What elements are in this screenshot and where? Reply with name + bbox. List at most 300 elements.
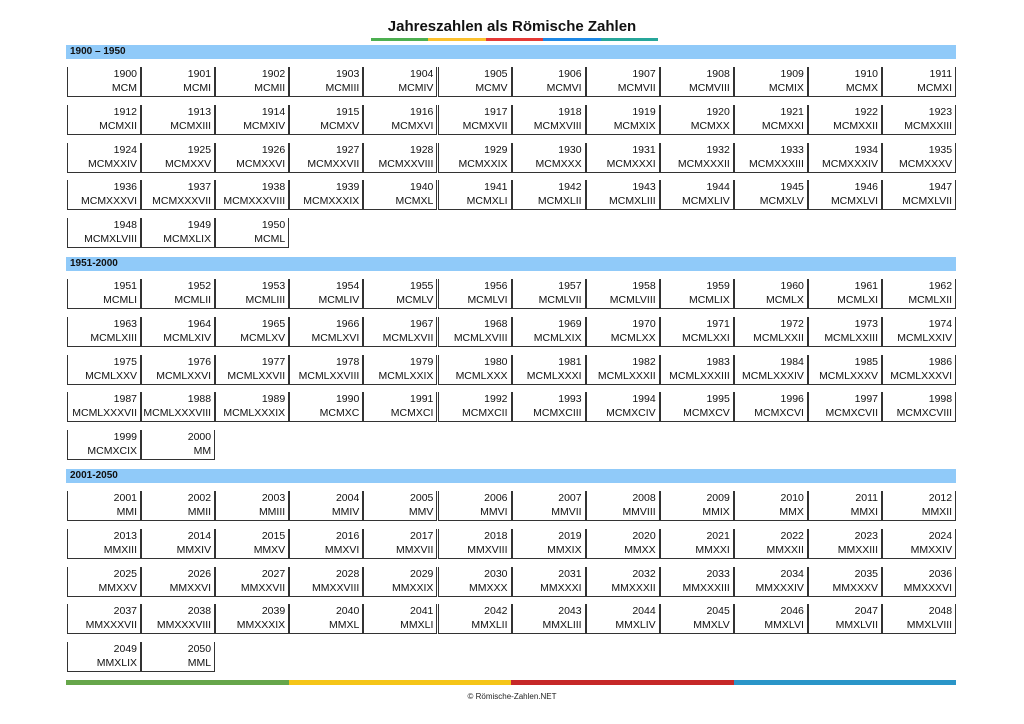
year-number: 1977 bbox=[261, 355, 286, 368]
roman-numeral: MCMXXVII bbox=[307, 157, 360, 170]
roman-numeral: MMXVIII bbox=[467, 543, 508, 556]
year-number: 1988 bbox=[187, 393, 212, 406]
roman-numeral: MCMXII bbox=[99, 119, 137, 132]
year-number: 1996 bbox=[780, 393, 804, 406]
year-number: 1942 bbox=[558, 181, 582, 194]
year-number: 2022 bbox=[780, 529, 804, 542]
year-number: 1903 bbox=[335, 68, 360, 80]
year-cell bbox=[512, 317, 586, 347]
year-number: 2009 bbox=[706, 492, 730, 504]
year-cell bbox=[808, 317, 882, 347]
year-cell bbox=[586, 279, 660, 309]
year-number: 2018 bbox=[484, 529, 508, 542]
year-number: 1994 bbox=[632, 393, 656, 406]
year-number: 1920 bbox=[706, 105, 730, 118]
roman-numeral: MCMIII bbox=[325, 82, 360, 94]
roman-numeral: MCMXIII bbox=[170, 119, 212, 132]
roman-numeral: MMIII bbox=[258, 506, 286, 518]
roman-numeral: MCMI bbox=[183, 82, 212, 94]
title-underline-segment bbox=[428, 38, 485, 41]
year-cell bbox=[512, 491, 586, 521]
roman-numeral: MMXLVII bbox=[835, 619, 878, 632]
roman-numeral: MCMXCIII bbox=[533, 407, 582, 420]
year-number: 1976 bbox=[187, 355, 212, 368]
year-number: 1922 bbox=[854, 105, 878, 118]
year-number: 1910 bbox=[854, 68, 878, 80]
year-cell bbox=[438, 529, 512, 559]
year-cell bbox=[882, 529, 956, 559]
roman-numeral: MCMLXV bbox=[240, 331, 286, 344]
roman-numeral: MMII bbox=[187, 506, 212, 518]
year-number: 1953 bbox=[261, 280, 286, 292]
year-number: 1984 bbox=[780, 355, 804, 368]
year-number: 2003 bbox=[261, 492, 286, 504]
year-number: 2010 bbox=[780, 492, 804, 504]
year-cell bbox=[660, 567, 734, 597]
year-cell bbox=[734, 355, 808, 385]
year-number: 2034 bbox=[780, 567, 804, 580]
roman-numeral: MCMLXXXV bbox=[819, 369, 878, 382]
year-number: 2047 bbox=[854, 605, 878, 618]
year-number: 2019 bbox=[558, 529, 582, 542]
year-number: 2039 bbox=[261, 605, 286, 618]
roman-numeral: MMIV bbox=[331, 506, 360, 518]
roman-numeral: MCMLIII bbox=[245, 294, 286, 306]
roman-numeral: MCMIX bbox=[768, 82, 804, 94]
year-cell bbox=[141, 279, 215, 309]
year-number: 1954 bbox=[335, 280, 360, 292]
roman-numeral: MCMLXXVIII bbox=[298, 369, 360, 382]
section-header: 1900 – 1950 bbox=[66, 45, 956, 59]
year-number: 1940 bbox=[410, 181, 434, 194]
year-cell bbox=[215, 491, 289, 521]
year-number: 2040 bbox=[335, 605, 360, 618]
year-number: 1915 bbox=[335, 105, 360, 118]
roman-numeral: MMXXX bbox=[468, 581, 508, 594]
year-cell bbox=[882, 67, 956, 97]
year-number: 2011 bbox=[855, 492, 878, 504]
year-number: 2041 bbox=[410, 605, 434, 618]
year-number: 2033 bbox=[706, 567, 730, 580]
year-number: 2023 bbox=[854, 529, 878, 542]
year-number: 1945 bbox=[780, 181, 804, 194]
roman-numeral: MCMXVIII bbox=[533, 119, 582, 132]
year-number: 1914 bbox=[261, 105, 286, 118]
year-cell bbox=[141, 430, 215, 460]
year-cell bbox=[808, 67, 882, 97]
roman-numeral: MMXXXVII bbox=[85, 619, 137, 632]
roman-numeral: MMXXI bbox=[695, 543, 730, 556]
year-number: 2024 bbox=[928, 529, 953, 542]
year-number: 1971 bbox=[706, 317, 730, 330]
year-number: 2015 bbox=[261, 529, 286, 542]
year-cell bbox=[438, 67, 512, 97]
bottom-bar-segment bbox=[66, 680, 289, 685]
year-cell bbox=[67, 392, 141, 422]
year-cell bbox=[660, 317, 734, 347]
year-cell bbox=[512, 604, 586, 634]
year-cell bbox=[67, 279, 141, 309]
year-cell bbox=[215, 180, 289, 210]
roman-numeral: MCMXX bbox=[690, 119, 730, 132]
year-cell bbox=[141, 355, 215, 385]
roman-numeral: MMXXIX bbox=[391, 581, 434, 594]
year-number: 1934 bbox=[854, 143, 878, 156]
year-number: 1959 bbox=[706, 280, 730, 292]
section-header: 1951-2000 bbox=[66, 257, 956, 271]
roman-numeral: MCMXCV bbox=[683, 407, 730, 420]
year-cell bbox=[660, 143, 734, 173]
roman-numeral: MCMLXXVII bbox=[227, 369, 286, 382]
year-cell bbox=[141, 567, 215, 597]
roman-numeral: MCMLI bbox=[103, 294, 137, 306]
year-number: 1938 bbox=[261, 181, 286, 194]
year-number: 2004 bbox=[335, 492, 360, 504]
year-cell bbox=[67, 317, 141, 347]
year-cell bbox=[808, 279, 882, 309]
roman-numeral: MCMXCII bbox=[462, 407, 508, 420]
year-cell bbox=[363, 529, 437, 559]
year-cell bbox=[215, 67, 289, 97]
bottom-bar-segment bbox=[511, 680, 734, 685]
year-cell bbox=[215, 143, 289, 173]
year-number: 1995 bbox=[706, 393, 730, 406]
year-cell bbox=[215, 105, 289, 135]
roman-numeral: MCMXIX bbox=[613, 119, 656, 132]
roman-numeral: MCMXIV bbox=[243, 119, 286, 132]
roman-numeral: MCMXLIII bbox=[609, 195, 656, 208]
year-cell bbox=[289, 67, 363, 97]
year-cell bbox=[512, 67, 586, 97]
roman-numeral: MCMIV bbox=[398, 82, 434, 94]
year-number: 1958 bbox=[632, 280, 656, 292]
year-cell bbox=[289, 529, 363, 559]
year-number: 1967 bbox=[410, 317, 434, 330]
roman-numeral: MCMXLII bbox=[537, 195, 582, 208]
roman-numeral: MCMXI bbox=[917, 82, 953, 94]
year-number: 1918 bbox=[558, 105, 582, 118]
year-cell bbox=[67, 567, 141, 597]
year-number: 1905 bbox=[484, 68, 508, 80]
year-number: 1987 bbox=[113, 393, 137, 406]
roman-numeral: MCMXVII bbox=[462, 119, 508, 132]
year-cell bbox=[734, 567, 808, 597]
year-cell bbox=[808, 604, 882, 634]
year-cell bbox=[882, 279, 956, 309]
roman-numeral: MMXXXI bbox=[540, 581, 582, 594]
year-cell bbox=[67, 642, 141, 672]
year-cell bbox=[141, 491, 215, 521]
roman-numeral: MCMXXXVII bbox=[152, 195, 212, 208]
roman-numeral: MCMXXX bbox=[535, 157, 582, 170]
year-number: 1963 bbox=[113, 317, 137, 330]
year-cell bbox=[734, 143, 808, 173]
year-number: 1975 bbox=[113, 355, 137, 368]
year-cell bbox=[808, 143, 882, 173]
roman-numeral: MMXXXIII bbox=[682, 581, 730, 594]
roman-numeral: MMXXXVIII bbox=[156, 619, 212, 632]
year-cell bbox=[512, 392, 586, 422]
roman-numeral: MMIX bbox=[702, 506, 730, 518]
year-number: 2046 bbox=[780, 605, 804, 618]
year-cell bbox=[512, 143, 586, 173]
year-cell bbox=[363, 491, 437, 521]
year-number: 1992 bbox=[484, 393, 508, 406]
year-cell bbox=[586, 491, 660, 521]
year-number: 1930 bbox=[558, 143, 582, 156]
title-underline-segment bbox=[486, 38, 543, 41]
roman-numeral: MMVIII bbox=[622, 506, 656, 518]
year-number: 1932 bbox=[706, 143, 730, 156]
year-cell bbox=[512, 355, 586, 385]
year-cell bbox=[363, 67, 437, 97]
year-cell bbox=[215, 279, 289, 309]
roman-numeral: MCMXXVIII bbox=[378, 157, 434, 170]
roman-numeral: MCMXCI bbox=[390, 407, 434, 420]
year-cell bbox=[586, 529, 660, 559]
year-cell bbox=[67, 218, 141, 248]
year-cell bbox=[141, 604, 215, 634]
year-number: 1912 bbox=[113, 105, 137, 118]
year-cell bbox=[512, 180, 586, 210]
roman-numeral: MMXLVIII bbox=[906, 619, 953, 632]
year-cell bbox=[512, 529, 586, 559]
year-cell bbox=[289, 279, 363, 309]
roman-numeral: MMXLIII bbox=[542, 619, 582, 632]
footer-copyright: © Römische-Zahlen.NET bbox=[467, 692, 557, 701]
year-cell bbox=[660, 392, 734, 422]
roman-numeral: MCMXCVI bbox=[754, 407, 804, 420]
year-number: 2027 bbox=[261, 567, 286, 580]
year-cell bbox=[586, 392, 660, 422]
year-cell bbox=[141, 180, 215, 210]
year-cell bbox=[438, 105, 512, 135]
year-number: 1928 bbox=[410, 143, 434, 156]
year-cell bbox=[882, 317, 956, 347]
title-underline-segment bbox=[371, 38, 428, 41]
year-number: 1908 bbox=[706, 68, 730, 80]
year-number: 2013 bbox=[113, 529, 137, 542]
year-cell bbox=[289, 604, 363, 634]
roman-numeral: MMVI bbox=[480, 506, 508, 518]
year-cell bbox=[67, 529, 141, 559]
roman-numeral: MCMLIX bbox=[688, 294, 730, 306]
title-underline bbox=[371, 38, 658, 41]
year-cell bbox=[438, 317, 512, 347]
year-number: 2042 bbox=[484, 605, 508, 618]
year-number: 2002 bbox=[187, 492, 212, 504]
year-cell bbox=[660, 105, 734, 135]
roman-numeral: MCMLXXXIII bbox=[669, 369, 730, 382]
roman-numeral: MCMLXXII bbox=[753, 331, 804, 344]
year-number: 2007 bbox=[558, 492, 582, 504]
roman-numeral: MCMXC bbox=[319, 407, 360, 420]
year-cell bbox=[734, 529, 808, 559]
roman-numeral: MMXI bbox=[850, 506, 878, 518]
year-cell bbox=[512, 105, 586, 135]
year-number: 2038 bbox=[187, 605, 212, 618]
year-number: 1969 bbox=[558, 317, 582, 330]
year-cell bbox=[141, 529, 215, 559]
year-cell bbox=[215, 392, 289, 422]
bottom-color-bar bbox=[66, 680, 956, 685]
roman-numeral: MCMLXVII bbox=[382, 331, 434, 344]
year-cell bbox=[141, 392, 215, 422]
year-number: 1916 bbox=[410, 105, 434, 118]
title-underline-segment bbox=[543, 38, 600, 41]
year-number: 2037 bbox=[113, 605, 137, 618]
year-number: 1939 bbox=[335, 181, 360, 194]
roman-numeral: MCMXXIX bbox=[458, 157, 508, 170]
year-number: 2000 bbox=[187, 431, 212, 444]
roman-numeral: MCMXVI bbox=[391, 119, 434, 132]
roman-numeral: MMXIII bbox=[103, 543, 137, 556]
roman-numeral: MCML bbox=[254, 233, 286, 246]
year-cell bbox=[289, 105, 363, 135]
roman-numeral: MCMXXII bbox=[833, 119, 878, 132]
year-number: 1985 bbox=[854, 355, 878, 368]
year-number: 1950 bbox=[261, 219, 286, 232]
year-cell bbox=[438, 491, 512, 521]
roman-numeral: MCMLXXXI bbox=[526, 369, 582, 382]
bottom-bar-segment bbox=[734, 680, 957, 685]
year-number: 1921 bbox=[780, 105, 804, 118]
year-cell bbox=[882, 355, 956, 385]
year-number: 1955 bbox=[410, 280, 434, 292]
year-number: 2048 bbox=[928, 605, 953, 618]
year-number: 2020 bbox=[632, 529, 656, 542]
roman-numeral: MMXVI bbox=[324, 543, 360, 556]
year-cell bbox=[363, 105, 437, 135]
roman-numeral: MCMXLIX bbox=[163, 233, 212, 246]
bottom-bar-segment bbox=[289, 680, 512, 685]
year-cell bbox=[289, 392, 363, 422]
roman-numeral: MMXXXVI bbox=[903, 581, 953, 594]
year-cell bbox=[363, 279, 437, 309]
year-cell bbox=[438, 567, 512, 597]
year-cell bbox=[882, 392, 956, 422]
roman-numeral: MMVII bbox=[551, 506, 582, 518]
roman-numeral: MCMXLI bbox=[466, 195, 508, 208]
year-cell bbox=[586, 180, 660, 210]
year-number: 1944 bbox=[706, 181, 730, 194]
year-number: 1989 bbox=[261, 393, 286, 406]
year-number: 1991 bbox=[410, 393, 434, 406]
roman-numeral: MCMLXXIII bbox=[824, 331, 878, 344]
year-cell bbox=[512, 567, 586, 597]
year-number: 1937 bbox=[187, 181, 212, 194]
year-number: 2031 bbox=[558, 567, 582, 580]
year-number: 1951 bbox=[113, 280, 137, 292]
roman-numeral: MCMXLIV bbox=[681, 195, 730, 208]
year-cell bbox=[289, 567, 363, 597]
year-number: 2050 bbox=[187, 643, 212, 656]
year-number: 1983 bbox=[706, 355, 730, 368]
year-number: 2001 bbox=[113, 492, 137, 504]
roman-numeral: MCMLXXIV bbox=[897, 331, 953, 344]
roman-numeral: MCMLX bbox=[765, 294, 804, 306]
roman-numeral: MCMLXVIII bbox=[453, 331, 508, 344]
year-cell bbox=[363, 355, 437, 385]
roman-numeral: MCM bbox=[111, 82, 137, 94]
year-number: 2025 bbox=[113, 567, 137, 580]
year-cell bbox=[808, 567, 882, 597]
roman-numeral: MCMLXXXIV bbox=[742, 369, 804, 382]
roman-numeral: MCMLVII bbox=[538, 294, 582, 306]
page-title: Jahreszahlen als Römische Zahlen bbox=[387, 18, 637, 35]
year-cell bbox=[67, 105, 141, 135]
year-cell bbox=[586, 105, 660, 135]
roman-numeral: MMXL bbox=[328, 619, 360, 632]
year-number: 1943 bbox=[632, 181, 656, 194]
year-number: 2036 bbox=[928, 567, 953, 580]
roman-numeral: MCMLXX bbox=[610, 331, 656, 344]
roman-numeral: MCMXXXVI bbox=[80, 195, 137, 208]
roman-numeral: MMXXVI bbox=[169, 581, 212, 594]
roman-numeral: MCMV bbox=[475, 82, 508, 94]
year-number: 1956 bbox=[484, 280, 508, 292]
year-cell bbox=[141, 218, 215, 248]
roman-numeral: MCMLIV bbox=[318, 294, 360, 306]
year-cell bbox=[882, 567, 956, 597]
year-cell bbox=[215, 529, 289, 559]
year-cell bbox=[512, 279, 586, 309]
year-cell bbox=[586, 355, 660, 385]
roman-numeral: MCMXXXIII bbox=[749, 157, 804, 170]
year-number: 2016 bbox=[335, 529, 360, 542]
roman-numeral: MMXII bbox=[921, 506, 953, 518]
roman-numeral: MCMVI bbox=[546, 82, 582, 94]
year-number: 2044 bbox=[632, 605, 656, 618]
roman-numeral: MMXLIX bbox=[96, 657, 137, 670]
year-cell bbox=[289, 491, 363, 521]
year-cell bbox=[67, 180, 141, 210]
roman-numeral: MMXXVIII bbox=[312, 581, 360, 594]
year-cell bbox=[734, 105, 808, 135]
year-cell bbox=[734, 67, 808, 97]
year-cell bbox=[141, 143, 215, 173]
roman-numeral: MCMLXXIX bbox=[378, 369, 434, 382]
year-cell bbox=[734, 392, 808, 422]
year-number: 1926 bbox=[261, 143, 286, 156]
year-cell bbox=[67, 491, 141, 521]
roman-numeral: MML bbox=[187, 657, 212, 670]
year-cell bbox=[438, 279, 512, 309]
year-number: 1965 bbox=[261, 317, 286, 330]
year-number: 2045 bbox=[706, 605, 730, 618]
roman-numeral: MMX bbox=[779, 506, 804, 518]
year-number: 2035 bbox=[854, 567, 878, 580]
year-number: 1961 bbox=[854, 280, 878, 292]
year-number: 1966 bbox=[335, 317, 360, 330]
roman-numeral: MCMXL bbox=[395, 195, 434, 208]
roman-numeral: MCMXLVIII bbox=[84, 233, 137, 246]
roman-numeral: MMXXV bbox=[98, 581, 137, 594]
roman-numeral: MCMXLV bbox=[759, 195, 804, 208]
year-number: 1972 bbox=[780, 317, 804, 330]
year-number: 1997 bbox=[854, 393, 878, 406]
roman-numeral: MCMXXI bbox=[761, 119, 804, 132]
roman-numeral: MMXLI bbox=[400, 619, 434, 632]
year-number: 1901 bbox=[187, 68, 212, 80]
year-cell bbox=[882, 105, 956, 135]
roman-numeral: MCMXCVIII bbox=[896, 407, 953, 420]
year-cell bbox=[438, 604, 512, 634]
year-cell bbox=[660, 491, 734, 521]
roman-numeral: MCMLXXXII bbox=[597, 369, 656, 382]
year-number: 1925 bbox=[187, 143, 212, 156]
year-cell bbox=[215, 317, 289, 347]
